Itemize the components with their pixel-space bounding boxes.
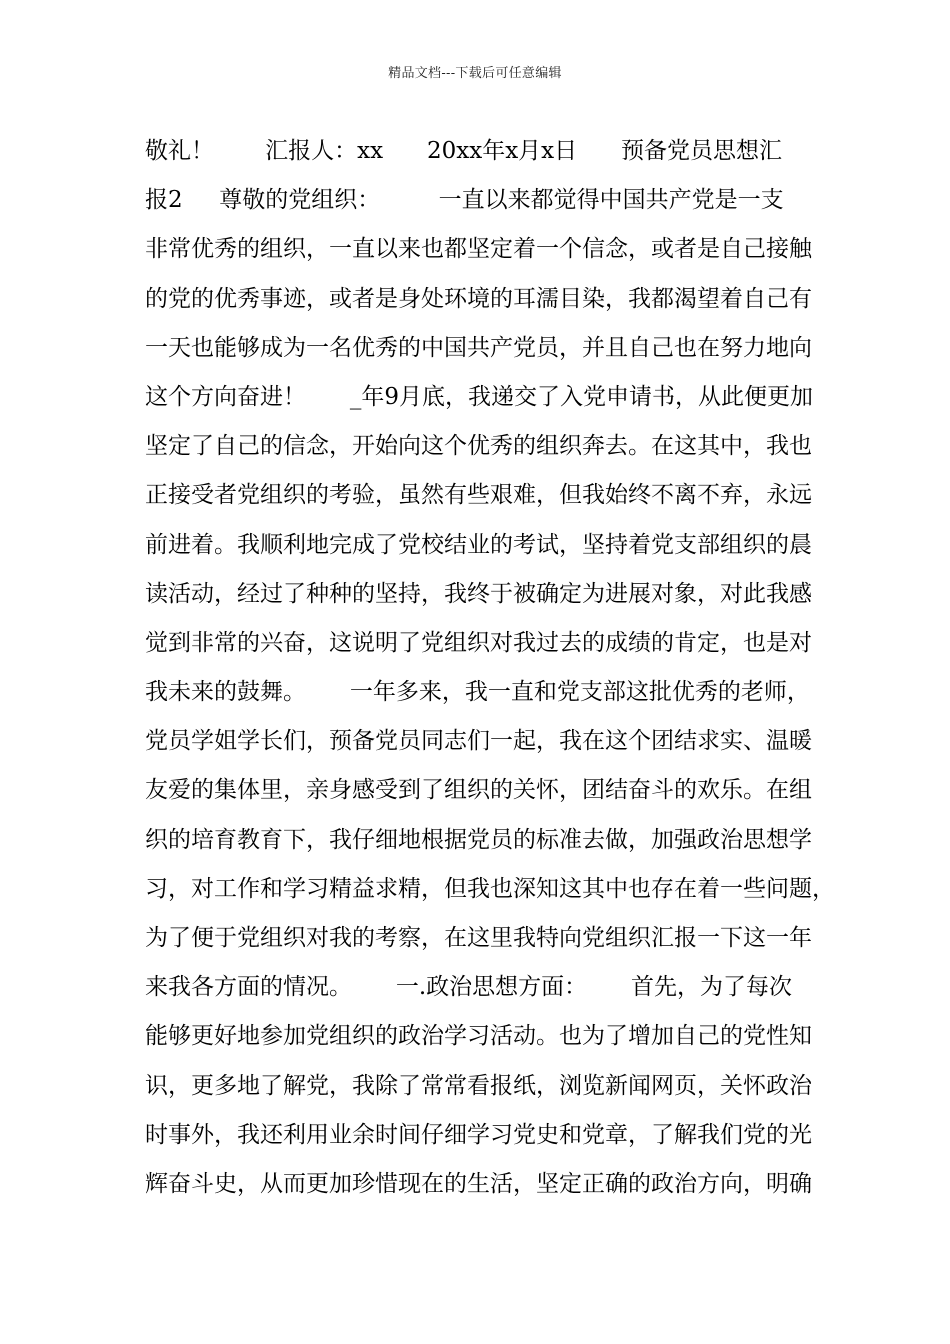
body-line: 习，对工作和学习精益求精，但我也深知这其中也存在着一些问题，	[145, 875, 835, 902]
body-line: 坚定了自己的信念，开始向这个优秀的组织奔去。在这其中，我也	[145, 433, 812, 460]
body-line: 前进着。我顺利地完成了党校结业的考试，坚持着党支部组织的晨	[145, 531, 812, 558]
page-header: 精品文档---下载后可任意编辑	[388, 66, 562, 81]
body-line: 为了便于党组织对我的考察，在这里我特向党组织汇报一下这一年	[145, 925, 812, 951]
body-line: 非常优秀的组织，一直以来也都坚定着一个信念，或者是自己接触	[145, 236, 812, 263]
body-line: 辉奋斗史，从而更加珍惜现在的生活，坚定正确的政治方向，明确	[145, 1170, 812, 1197]
body-line: 觉到非常的兴奋，这说明了党组织对我过去的成绩的肯定，也是对	[145, 629, 812, 656]
body-line: 友爱的集体里，亲身感受到了组织的关怀，团结奋斗的欢乐。在组	[145, 777, 812, 804]
body-line: 读活动，经过了种种的坚持，我终于被确定为进展对象，对此我感	[145, 580, 812, 607]
body-line: 织的培育教育下，我仔细地根据党员的标准去做，加强政治思想学	[145, 826, 812, 853]
body-line: 一天也能够成为一名优秀的中国共产党员，并且自己也在努力地向	[145, 334, 812, 361]
body-line: 敬礼！ 汇报人：xx 20xx年x月x日 预备党员思想汇	[145, 138, 783, 164]
body-line: 的党的优秀事迹，或者是身处环境的耳濡目染，我都渴望着自己有	[145, 285, 812, 312]
body-line: 识，更多地了解党，我除了常常看报纸，浏览新闻网页，关怀政治	[145, 1072, 812, 1099]
body-line: 党员学姐学长们，预备党员同志们一起，我在这个团结求实、温暖	[145, 728, 812, 755]
body-line: 来我各方面的情况。 一.政治思想方面： 首先，为了每次	[145, 974, 793, 1001]
body-line: 时事外，我还利用业余时间仔细学习党史和党章，了解我们党的光	[145, 1121, 812, 1148]
body-line: 我未来的鼓舞。 一年多来，我一直和党支部这批优秀的老师，	[145, 679, 810, 706]
document-body	[145, 134, 835, 1216]
body-line: 能够更好地参加党组织的政治学习活动。也为了增加自己的党性知	[145, 1023, 812, 1050]
body-line: 报2 尊敬的党组织： 一直以来都觉得中国共产党是一支	[145, 187, 784, 214]
body-line: 正接受者党组织的考验，虽然有些艰难，但我始终不离不弃，永远	[145, 482, 812, 509]
body-line: 这个方向奋进！ _年9月底，我递交了入党申请书，从此便更加	[145, 383, 813, 410]
